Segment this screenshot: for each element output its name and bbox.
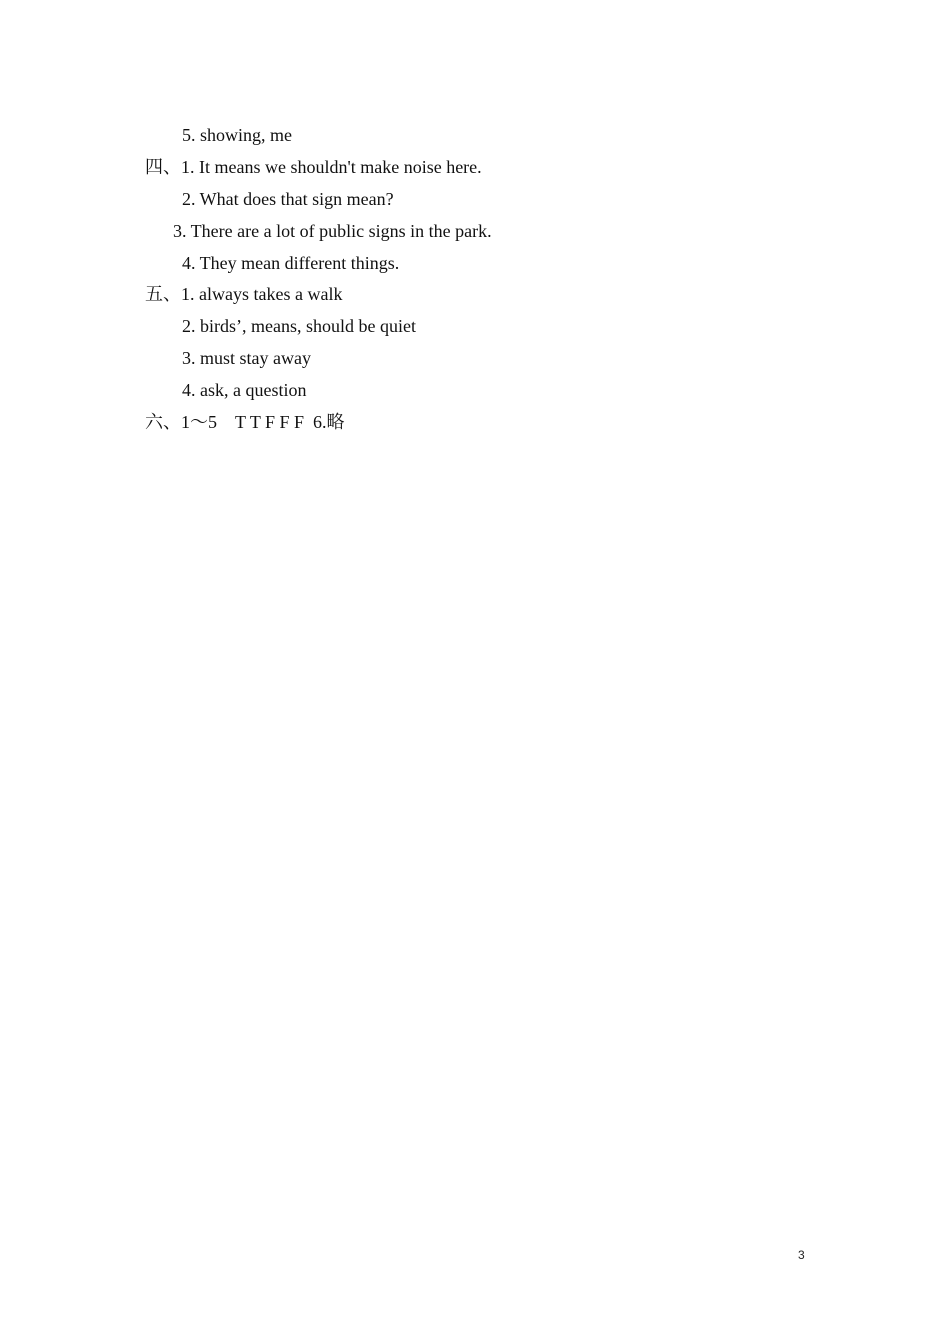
answer-line-4-3: 3. There are a lot of public signs in the park. [173, 221, 492, 241]
answer-line-4-4: 4. They mean different things. [182, 253, 400, 273]
answer-line-5-1: 五、1. always takes a walk [145, 284, 343, 304]
answer-line-5-3: 3. must stay away [182, 348, 311, 368]
page-number: 3 [798, 1248, 805, 1262]
answer-line-4-2: 2. What does that sign mean? [182, 189, 394, 209]
answer-line-3-5: 5. showing, me [182, 125, 292, 145]
answer-line-6: 六、1～5 T T F F F 6.略 [145, 412, 345, 432]
answer-line-4-1: 四、1. It means we shouldn't make noise here. [145, 157, 482, 177]
answer-line-5-2: 2. birds’, means, should be quiet [182, 316, 416, 336]
answer-line-5-4: 4. ask, a question [182, 380, 307, 400]
